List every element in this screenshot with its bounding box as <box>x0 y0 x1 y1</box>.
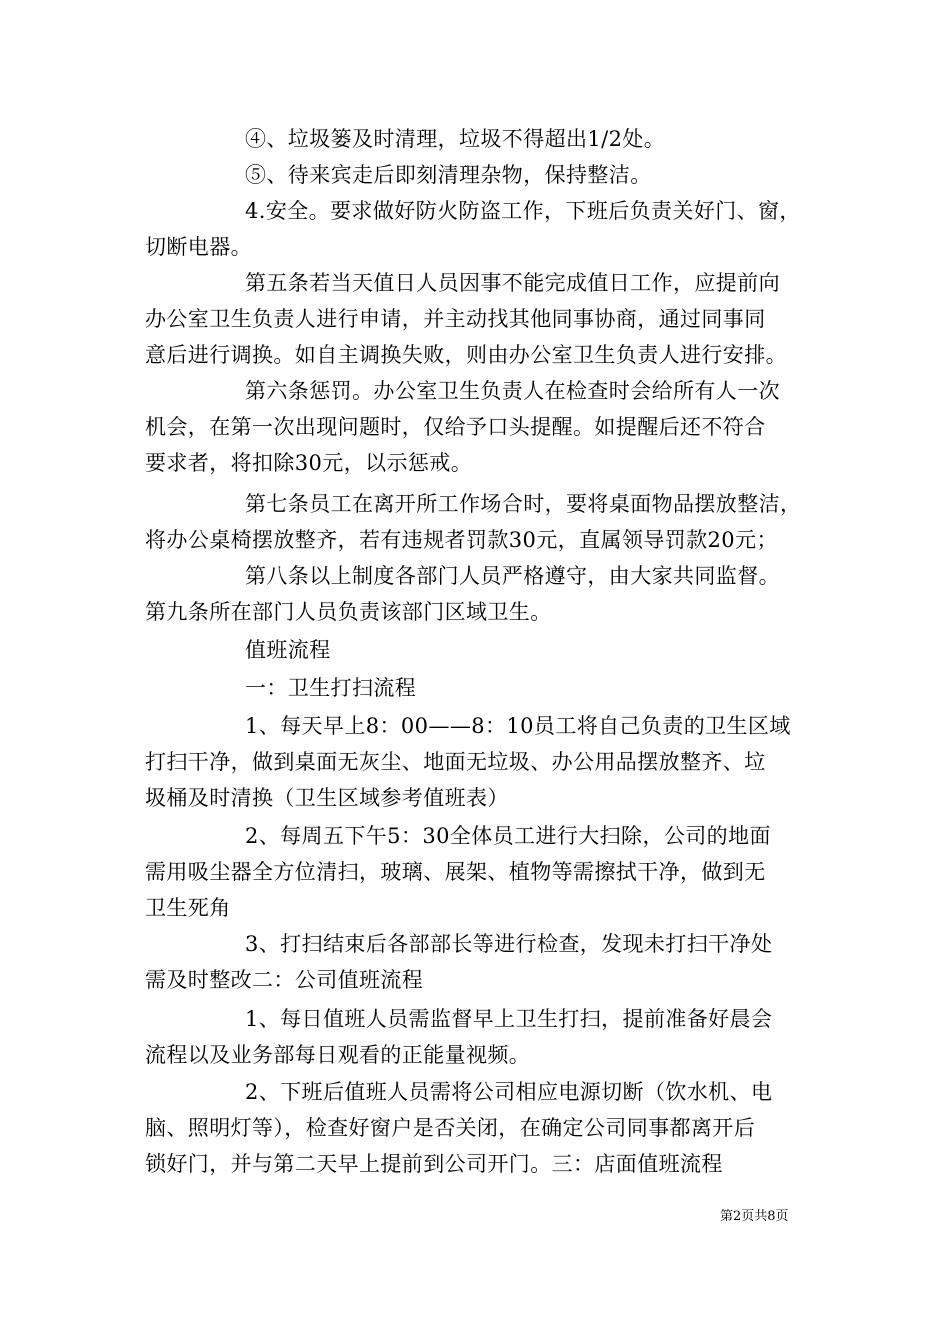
section-heading: 一：卫生打扫流程 <box>245 676 417 700</box>
text-line: 4.安全。要求做好防火防盗工作，下班后负责关好门、窗， <box>245 199 801 223</box>
text-line: ⑤、待来宾走后即刻清理杂物，保持整洁。 <box>245 163 652 187</box>
text-line: 机会，在第一次出现问题时，仅给予口头提醒。如提醒后还不符合 <box>145 415 766 439</box>
text-line: 第五条若当天值日人员因事不能完成值日工作，应提前向 <box>245 271 780 295</box>
text-line: 第八条以上制度各部门人员严格遵守，由大家共同监督。 <box>245 564 780 588</box>
page-number: 第2页共8页 <box>720 1209 789 1224</box>
text-line: 意后进行调换。如自主调换失败，则由办公室卫生负责人进行安排。 <box>145 343 787 367</box>
text-line: 切断电器。 <box>145 235 252 259</box>
text-line: ④、垃圾篓及时清理，垃圾不得超出1/2处。 <box>245 127 666 151</box>
text-line: 第九条所在部门人员负责该部门区域卫生。 <box>145 600 552 624</box>
text-line: 卫生死角 <box>145 896 231 920</box>
text-line: 办公室卫生负责人进行申请，并主动找其他同事协商，通过同事同 <box>145 307 766 331</box>
section-heading: 值班流程 <box>245 638 331 662</box>
text-line: 打扫干净，做到桌面无灰尘、地面无垃圾、办公用品摆放整齐、垃 <box>145 750 766 774</box>
text-line: 需及时整改二：公司值班流程 <box>145 968 424 992</box>
text-line: 需用吸尘器全方位清扫，玻璃、展架、植物等需擦拭干净，做到无 <box>145 860 766 884</box>
text-line: 脑、照明灯等），检查好窗户是否关闭，在确定公司同事都离开后 <box>145 1116 756 1140</box>
text-line: 2、下班后值班人员需将公司相应电源切断（饮水机、电 <box>245 1080 773 1104</box>
text-line: 要求者，将扣除30元，以示惩戒。 <box>145 451 473 475</box>
text-line: 第六条惩罚。办公室卫生负责人在检查时会给所有人一次 <box>245 379 780 403</box>
text-line: 将办公桌椅摆放整齐，若有违规者罚款30元，直属领导罚款20元； <box>145 528 778 552</box>
text-line: 1、每天早上8：00——8：10员工将自己负责的卫生区域 <box>245 714 791 738</box>
text-line: 流程以及业务部每日观看的正能量视频。 <box>145 1043 531 1067</box>
text-line: 圾桶及时清换（卫生区域参考值班表） <box>145 786 509 810</box>
text-line: 第七条员工在离开所工作场合时，要将桌面物品摆放整洁， <box>245 492 802 516</box>
text-line: 锁好门，并与第二天早上提前到公司开门。三：店面值班流程 <box>145 1152 723 1176</box>
text-line: 1、每日值班人员需监督早上卫生打扫，提前准备好晨会 <box>245 1007 773 1031</box>
text-line: 2、每周五下午5：30全体员工进行大扫除，公司的地面 <box>245 824 771 848</box>
text-line: 3、打扫结束后各部部长等进行检查，发现未打扫干净处 <box>245 932 773 956</box>
